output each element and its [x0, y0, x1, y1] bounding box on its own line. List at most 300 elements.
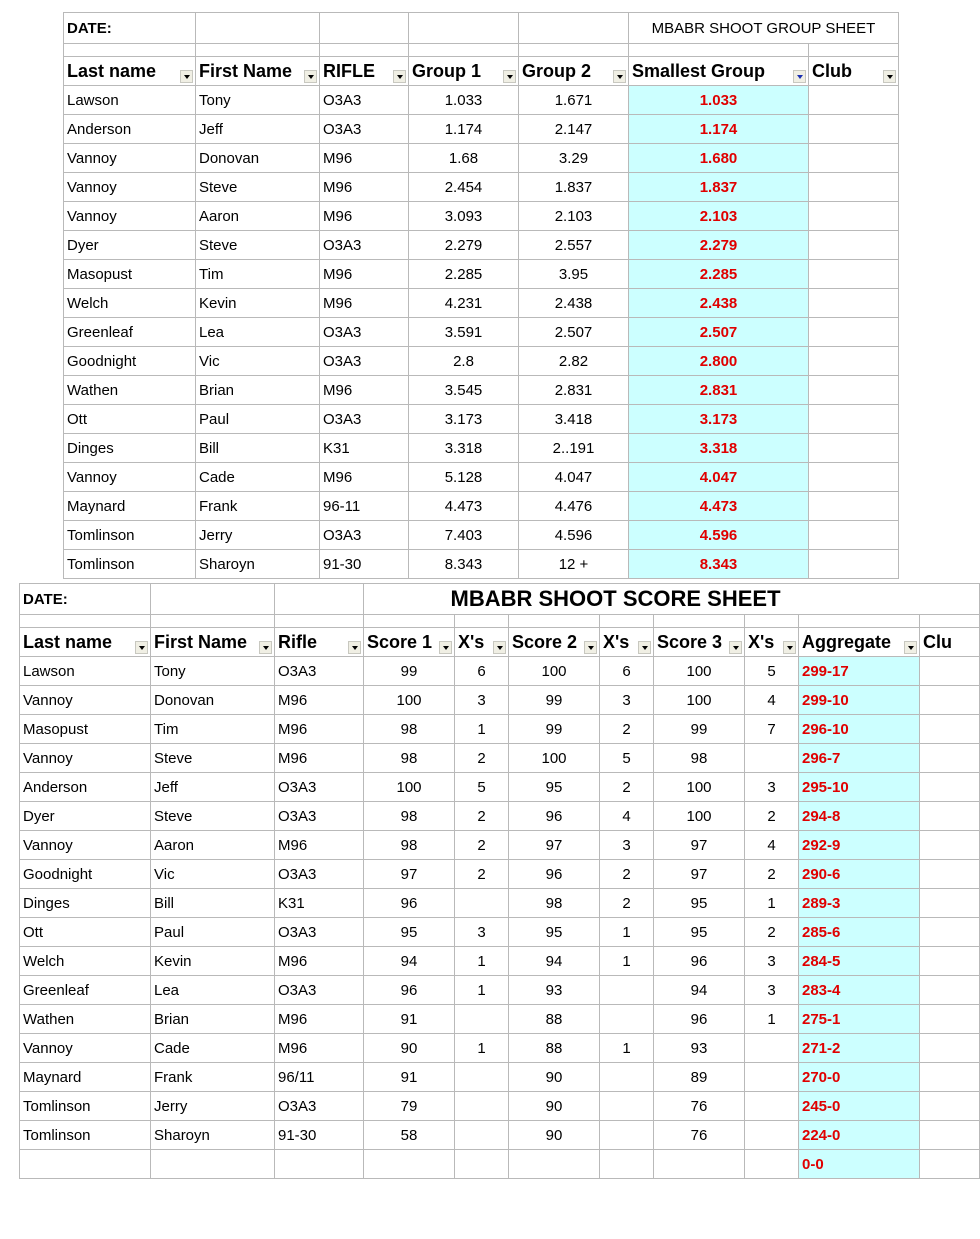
cell-xs-2[interactable]: 1 [600, 1034, 654, 1063]
cell-first-name[interactable]: Steve [151, 744, 275, 773]
cell-rifle[interactable]: O3A3 [275, 657, 364, 686]
cell-score-1[interactable]: 96 [364, 976, 455, 1005]
cell-xs-3[interactable]: 3 [745, 773, 799, 802]
cell-club[interactable] [809, 144, 899, 173]
cell-xs-1[interactable]: 3 [455, 686, 509, 715]
cell-xs-1[interactable] [455, 1005, 509, 1034]
cell-last-name[interactable]: Vannoy [20, 686, 151, 715]
cell-xs-2[interactable]: 2 [600, 860, 654, 889]
cell-score-1[interactable]: 100 [364, 773, 455, 802]
cell-xs-3[interactable]: 3 [745, 947, 799, 976]
cell-group-1[interactable]: 3.093 [409, 202, 519, 231]
cell-group-1[interactable]: 1.174 [409, 115, 519, 144]
cell-club[interactable] [809, 289, 899, 318]
cell-xs-2[interactable]: 3 [600, 831, 654, 860]
cell-score-3[interactable]: 100 [654, 773, 745, 802]
cell-last-name[interactable]: Goodnight [64, 347, 196, 376]
cell-xs-2[interactable]: 1 [600, 918, 654, 947]
filter-dropdown-icon[interactable] [613, 70, 626, 83]
group-header-group-1[interactable]: Group 1 [409, 57, 519, 86]
filter-dropdown-icon[interactable] [638, 641, 651, 654]
cell-xs-1[interactable]: 1 [455, 1034, 509, 1063]
cell-smallest-group[interactable]: 3.173 [629, 405, 809, 434]
cell-rifle[interactable]: M96 [320, 376, 409, 405]
cell-score-2[interactable]: 95 [509, 773, 600, 802]
score-header-xs-1[interactable]: X's [455, 628, 509, 657]
cell-club[interactable] [809, 347, 899, 376]
cell-club[interactable] [920, 1063, 980, 1092]
filter-dropdown-icon[interactable] [729, 641, 742, 654]
cell-xs-2[interactable]: 5 [600, 744, 654, 773]
cell-xs-3[interactable]: 1 [745, 889, 799, 918]
score-header-score-1[interactable]: Score 1 [364, 628, 455, 657]
cell-last-name[interactable]: Wathen [64, 376, 196, 405]
cell-first-name[interactable]: Tim [151, 715, 275, 744]
cell-group-2[interactable]: 3.95 [519, 260, 629, 289]
cell-score-2[interactable]: 94 [509, 947, 600, 976]
cell-score-3[interactable]: 76 [654, 1121, 745, 1150]
cell-rifle[interactable]: O3A3 [275, 860, 364, 889]
cell-first-name[interactable]: Jerry [196, 521, 320, 550]
filter-dropdown-icon[interactable] [135, 641, 148, 654]
cell-club[interactable] [809, 231, 899, 260]
cell-xs-2[interactable]: 4 [600, 802, 654, 831]
cell-xs-3[interactable] [745, 744, 799, 773]
cell-club[interactable] [920, 918, 980, 947]
sort-filter-active-icon[interactable] [793, 70, 806, 83]
cell-rifle[interactable]: M96 [275, 1034, 364, 1063]
cell-smallest-group[interactable]: 1.033 [629, 86, 809, 115]
cell-score-3[interactable]: 97 [654, 860, 745, 889]
cell-smallest-group[interactable]: 2.831 [629, 376, 809, 405]
cell-score-2[interactable]: 93 [509, 976, 600, 1005]
cell-first-name[interactable] [151, 1150, 275, 1179]
cell-score-2[interactable]: 99 [509, 715, 600, 744]
cell-aggregate[interactable]: 296-7 [799, 744, 920, 773]
group-header-club[interactable]: Club [809, 57, 899, 86]
cell-xs-1[interactable]: 2 [455, 831, 509, 860]
cell-club[interactable] [809, 550, 899, 579]
cell-xs-2[interactable]: 1 [600, 947, 654, 976]
cell-smallest-group[interactable]: 2.103 [629, 202, 809, 231]
cell-first-name[interactable]: Frank [151, 1063, 275, 1092]
group-date-label[interactable]: DATE: [64, 13, 196, 44]
group-date-cell[interactable] [196, 13, 320, 44]
cell-aggregate[interactable]: 299-10 [799, 686, 920, 715]
cell-score-3[interactable]: 98 [654, 744, 745, 773]
cell-group-1[interactable]: 8.343 [409, 550, 519, 579]
cell-xs-3[interactable] [745, 1063, 799, 1092]
cell-first-name[interactable]: Bill [151, 889, 275, 918]
cell-club[interactable] [809, 86, 899, 115]
cell-club[interactable] [920, 831, 980, 860]
cell-rifle[interactable]: M96 [275, 831, 364, 860]
cell-aggregate[interactable]: 284-5 [799, 947, 920, 976]
cell-xs-1[interactable]: 5 [455, 773, 509, 802]
cell-rifle[interactable]: O3A3 [275, 976, 364, 1005]
cell-aggregate[interactable]: 245-0 [799, 1092, 920, 1121]
cell-rifle[interactable]: O3A3 [320, 318, 409, 347]
cell-score-2[interactable]: 88 [509, 1005, 600, 1034]
cell-first-name[interactable]: Jerry [151, 1092, 275, 1121]
cell-first-name[interactable]: Tony [196, 86, 320, 115]
filter-dropdown-icon[interactable] [904, 641, 917, 654]
filter-dropdown-icon[interactable] [393, 70, 406, 83]
cell-xs-1[interactable]: 1 [455, 947, 509, 976]
cell-xs-3[interactable]: 7 [745, 715, 799, 744]
cell-smallest-group[interactable]: 2.438 [629, 289, 809, 318]
filter-dropdown-icon[interactable] [883, 70, 896, 83]
cell-smallest-group[interactable]: 3.318 [629, 434, 809, 463]
cell-aggregate[interactable]: 271-2 [799, 1034, 920, 1063]
cell-last-name[interactable] [20, 1150, 151, 1179]
cell-score-1[interactable]: 98 [364, 802, 455, 831]
cell-club[interactable] [920, 715, 980, 744]
score-header-rifle[interactable]: Rifle [275, 628, 364, 657]
cell-last-name[interactable]: Ott [64, 405, 196, 434]
cell-score-2[interactable]: 96 [509, 802, 600, 831]
cell-group-2[interactable]: 2.507 [519, 318, 629, 347]
cell-score-2[interactable]: 96 [509, 860, 600, 889]
cell-xs-1[interactable]: 1 [455, 976, 509, 1005]
cell-xs-3[interactable]: 4 [745, 686, 799, 715]
cell-group-2[interactable]: 1.671 [519, 86, 629, 115]
cell-first-name[interactable]: Jeff [196, 115, 320, 144]
cell-smallest-group[interactable]: 4.473 [629, 492, 809, 521]
cell-group-1[interactable]: 2.454 [409, 173, 519, 202]
cell-first-name[interactable]: Cade [196, 463, 320, 492]
cell-xs-2[interactable]: 2 [600, 889, 654, 918]
cell-group-1[interactable]: 3.318 [409, 434, 519, 463]
cell-smallest-group[interactable]: 4.047 [629, 463, 809, 492]
cell-xs-3[interactable] [745, 1121, 799, 1150]
cell-smallest-group[interactable]: 1.680 [629, 144, 809, 173]
cell-first-name[interactable]: Kevin [151, 947, 275, 976]
cell-score-1[interactable]: 98 [364, 744, 455, 773]
cell-last-name[interactable]: Ott [20, 918, 151, 947]
cell-club[interactable] [920, 1121, 980, 1150]
cell-group-2[interactable]: 2..191 [519, 434, 629, 463]
cell-group-2[interactable]: 1.837 [519, 173, 629, 202]
cell-club[interactable] [809, 260, 899, 289]
cell-aggregate[interactable]: 296-10 [799, 715, 920, 744]
cell-last-name[interactable]: Lawson [64, 86, 196, 115]
cell-last-name[interactable]: Vannoy [20, 744, 151, 773]
cell-score-1[interactable]: 94 [364, 947, 455, 976]
cell-aggregate[interactable]: 270-0 [799, 1063, 920, 1092]
score-header-club[interactable]: Clu [920, 628, 980, 657]
cell-first-name[interactable]: Steve [151, 802, 275, 831]
cell-rifle[interactable]: 96-11 [320, 492, 409, 521]
cell-aggregate[interactable]: 299-17 [799, 657, 920, 686]
cell-rifle[interactable]: 91-30 [320, 550, 409, 579]
cell-aggregate[interactable]: 295-10 [799, 773, 920, 802]
cell-first-name[interactable]: Vic [196, 347, 320, 376]
score-header-last-name[interactable]: Last name [20, 628, 151, 657]
cell-first-name[interactable]: Paul [151, 918, 275, 947]
cell-score-3[interactable] [654, 1150, 745, 1179]
cell-first-name[interactable]: Paul [196, 405, 320, 434]
cell-smallest-group[interactable]: 2.279 [629, 231, 809, 260]
score-header-xs-3[interactable]: X's [745, 628, 799, 657]
cell-last-name[interactable]: Wathen [20, 1005, 151, 1034]
cell-group-2[interactable]: 2.831 [519, 376, 629, 405]
cell-group-2[interactable]: 2.82 [519, 347, 629, 376]
group-header-smallest-group[interactable]: Smallest Group [629, 57, 809, 86]
cell-last-name[interactable]: Vannoy [20, 1034, 151, 1063]
cell-last-name[interactable]: Tomlinson [64, 550, 196, 579]
cell-last-name[interactable]: Dinges [20, 889, 151, 918]
cell-first-name[interactable]: Lea [151, 976, 275, 1005]
cell-smallest-group[interactable]: 2.800 [629, 347, 809, 376]
cell-last-name[interactable]: Welch [64, 289, 196, 318]
cell-xs-1[interactable]: 2 [455, 802, 509, 831]
group-header-last-name[interactable]: Last name [64, 57, 196, 86]
cell-rifle[interactable]: M96 [275, 686, 364, 715]
cell-group-1[interactable]: 1.033 [409, 86, 519, 115]
cell-score-1[interactable]: 98 [364, 715, 455, 744]
cell-rifle[interactable]: M96 [275, 744, 364, 773]
cell-score-1[interactable]: 79 [364, 1092, 455, 1121]
cell-aggregate[interactable]: 224-0 [799, 1121, 920, 1150]
cell-score-3[interactable]: 96 [654, 1005, 745, 1034]
score-sheet-title[interactable]: MBABR SHOOT SCORE SHEET [364, 584, 980, 615]
cell-aggregate[interactable]: 285-6 [799, 918, 920, 947]
cell-club[interactable] [809, 405, 899, 434]
cell-last-name[interactable]: Vannoy [20, 831, 151, 860]
cell-last-name[interactable]: Tomlinson [20, 1092, 151, 1121]
cell-last-name[interactable]: Dinges [64, 434, 196, 463]
cell-group-1[interactable]: 2.285 [409, 260, 519, 289]
cell-smallest-group[interactable]: 2.285 [629, 260, 809, 289]
score-header-first-name[interactable]: First Name [151, 628, 275, 657]
filter-dropdown-icon[interactable] [439, 641, 452, 654]
cell-first-name[interactable]: Bill [196, 434, 320, 463]
score-header-score-3[interactable]: Score 3 [654, 628, 745, 657]
cell-rifle[interactable]: M96 [275, 947, 364, 976]
cell-score-3[interactable]: 99 [654, 715, 745, 744]
cell-club[interactable] [809, 318, 899, 347]
cell-group-1[interactable]: 7.403 [409, 521, 519, 550]
cell-first-name[interactable]: Steve [196, 231, 320, 260]
cell-rifle[interactable] [275, 1150, 364, 1179]
cell-first-name[interactable]: Steve [196, 173, 320, 202]
cell-score-1[interactable]: 98 [364, 831, 455, 860]
cell-xs-2[interactable]: 3 [600, 686, 654, 715]
cell-last-name[interactable]: Lawson [20, 657, 151, 686]
cell-score-1[interactable]: 91 [364, 1005, 455, 1034]
cell-aggregate[interactable]: 289-3 [799, 889, 920, 918]
cell-aggregate[interactable]: 294-8 [799, 802, 920, 831]
cell-xs-3[interactable]: 5 [745, 657, 799, 686]
cell-first-name[interactable]: Tony [151, 657, 275, 686]
cell-group-2[interactable]: 2.438 [519, 289, 629, 318]
cell-score-2[interactable]: 97 [509, 831, 600, 860]
score-header-score-2[interactable]: Score 2 [509, 628, 600, 657]
cell-score-1[interactable]: 99 [364, 657, 455, 686]
cell-xs-2[interactable] [600, 1005, 654, 1034]
cell-rifle[interactable]: O3A3 [320, 115, 409, 144]
cell-xs-2[interactable] [600, 976, 654, 1005]
cell-xs-2[interactable] [600, 1121, 654, 1150]
cell-club[interactable] [920, 744, 980, 773]
cell-score-2[interactable]: 98 [509, 889, 600, 918]
cell-score-3[interactable]: 100 [654, 802, 745, 831]
cell-rifle[interactable]: M96 [320, 260, 409, 289]
cell-xs-2[interactable]: 2 [600, 773, 654, 802]
cell-club[interactable] [920, 686, 980, 715]
cell-score-2[interactable]: 99 [509, 686, 600, 715]
cell-score-2[interactable]: 90 [509, 1063, 600, 1092]
cell-xs-2[interactable]: 6 [600, 657, 654, 686]
cell-club[interactable] [920, 947, 980, 976]
cell-group-2[interactable]: 3.29 [519, 144, 629, 173]
cell-rifle[interactable]: O3A3 [320, 405, 409, 434]
cell-club[interactable] [920, 1092, 980, 1121]
cell-club[interactable] [809, 521, 899, 550]
cell-first-name[interactable]: Cade [151, 1034, 275, 1063]
cell-first-name[interactable]: Brian [151, 1005, 275, 1034]
cell-rifle[interactable]: O3A3 [275, 1092, 364, 1121]
cell-last-name[interactable]: Tomlinson [20, 1121, 151, 1150]
cell-xs-3[interactable]: 4 [745, 831, 799, 860]
cell-score-3[interactable]: 94 [654, 976, 745, 1005]
cell-group-1[interactable]: 3.591 [409, 318, 519, 347]
cell-rifle[interactable]: K31 [320, 434, 409, 463]
cell-smallest-group[interactable]: 1.837 [629, 173, 809, 202]
cell-aggregate[interactable]: 292-9 [799, 831, 920, 860]
cell-club[interactable] [920, 802, 980, 831]
cell-last-name[interactable]: Anderson [20, 773, 151, 802]
cell-group-2[interactable]: 4.596 [519, 521, 629, 550]
cell-first-name[interactable]: Aaron [196, 202, 320, 231]
cell-rifle[interactable]: M96 [320, 289, 409, 318]
cell-last-name[interactable]: Masopust [20, 715, 151, 744]
cell-smallest-group[interactable]: 2.507 [629, 318, 809, 347]
cell-rifle[interactable]: 96/11 [275, 1063, 364, 1092]
cell-score-3[interactable]: 100 [654, 686, 745, 715]
cell-score-2[interactable]: 90 [509, 1092, 600, 1121]
cell-xs-3[interactable]: 2 [745, 802, 799, 831]
cell-rifle[interactable]: O3A3 [320, 86, 409, 115]
filter-dropdown-icon[interactable] [503, 70, 516, 83]
cell-score-3[interactable]: 97 [654, 831, 745, 860]
cell-xs-2[interactable] [600, 1063, 654, 1092]
cell-group-2[interactable]: 3.418 [519, 405, 629, 434]
cell-first-name[interactable]: Donovan [196, 144, 320, 173]
cell-group-1[interactable]: 5.128 [409, 463, 519, 492]
cell-aggregate[interactable]: 275-1 [799, 1005, 920, 1034]
cell-last-name[interactable]: Maynard [64, 492, 196, 521]
cell-club[interactable] [920, 773, 980, 802]
cell-club[interactable] [809, 376, 899, 405]
cell-score-1[interactable]: 90 [364, 1034, 455, 1063]
cell-first-name[interactable]: Sharoyn [196, 550, 320, 579]
cell-rifle[interactable]: M96 [320, 144, 409, 173]
cell-rifle[interactable]: O3A3 [275, 802, 364, 831]
cell-score-2[interactable]: 100 [509, 744, 600, 773]
cell-group-1[interactable]: 4.231 [409, 289, 519, 318]
cell-xs-1[interactable] [455, 1150, 509, 1179]
cell-rifle[interactable]: 91-30 [275, 1121, 364, 1150]
cell-score-3[interactable]: 95 [654, 889, 745, 918]
group-sheet-title[interactable]: MBABR SHOOT GROUP SHEET [629, 13, 899, 44]
group-header-group-2[interactable]: Group 2 [519, 57, 629, 86]
cell-xs-2[interactable]: 2 [600, 715, 654, 744]
cell-first-name[interactable]: Brian [196, 376, 320, 405]
cell-last-name[interactable]: Dyer [64, 231, 196, 260]
cell-score-1[interactable]: 96 [364, 889, 455, 918]
cell-last-name[interactable]: Goodnight [20, 860, 151, 889]
cell-last-name[interactable]: Greenleaf [64, 318, 196, 347]
cell-first-name[interactable]: Frank [196, 492, 320, 521]
cell-first-name[interactable]: Jeff [151, 773, 275, 802]
cell-xs-1[interactable]: 3 [455, 918, 509, 947]
cell-club[interactable] [809, 434, 899, 463]
cell-score-3[interactable]: 96 [654, 947, 745, 976]
cell-club[interactable] [920, 976, 980, 1005]
cell-rifle[interactable]: M96 [275, 715, 364, 744]
cell-xs-1[interactable] [455, 889, 509, 918]
cell-xs-1[interactable]: 2 [455, 860, 509, 889]
cell-xs-1[interactable]: 6 [455, 657, 509, 686]
cell-xs-1[interactable]: 1 [455, 715, 509, 744]
cell-smallest-group[interactable]: 4.596 [629, 521, 809, 550]
cell-club[interactable] [920, 657, 980, 686]
cell-last-name[interactable]: Vannoy [64, 202, 196, 231]
cell-score-3[interactable]: 76 [654, 1092, 745, 1121]
cell-score-3[interactable]: 100 [654, 657, 745, 686]
cell-first-name[interactable]: Donovan [151, 686, 275, 715]
filter-dropdown-icon[interactable] [259, 641, 272, 654]
filter-dropdown-icon[interactable] [180, 70, 193, 83]
cell-xs-3[interactable]: 3 [745, 976, 799, 1005]
cell-last-name[interactable]: Vannoy [64, 463, 196, 492]
cell-xs-3[interactable]: 2 [745, 918, 799, 947]
cell-last-name[interactable]: Masopust [64, 260, 196, 289]
cell-group-1[interactable]: 2.279 [409, 231, 519, 260]
cell-xs-3[interactable] [745, 1092, 799, 1121]
cell-group-2[interactable]: 4.047 [519, 463, 629, 492]
cell-xs-2[interactable] [600, 1092, 654, 1121]
cell-rifle[interactable]: O3A3 [320, 347, 409, 376]
cell-first-name[interactable]: Kevin [196, 289, 320, 318]
cell-xs-2[interactable] [600, 1150, 654, 1179]
filter-dropdown-icon[interactable] [348, 641, 361, 654]
cell-group-1[interactable]: 2.8 [409, 347, 519, 376]
cell-xs-1[interactable] [455, 1121, 509, 1150]
cell-xs-3[interactable]: 2 [745, 860, 799, 889]
cell-first-name[interactable]: Sharoyn [151, 1121, 275, 1150]
cell-aggregate[interactable]: 283-4 [799, 976, 920, 1005]
cell-first-name[interactable]: Tim [196, 260, 320, 289]
cell-last-name[interactable]: Tomlinson [64, 521, 196, 550]
cell-first-name[interactable]: Vic [151, 860, 275, 889]
cell-first-name[interactable]: Aaron [151, 831, 275, 860]
cell-last-name[interactable]: Vannoy [64, 173, 196, 202]
score-header-aggregate[interactable]: Aggregate [799, 628, 920, 657]
cell-aggregate[interactable]: 0-0 [799, 1150, 920, 1179]
cell-group-1[interactable]: 3.545 [409, 376, 519, 405]
cell-rifle[interactable]: O3A3 [275, 773, 364, 802]
cell-score-1[interactable] [364, 1150, 455, 1179]
cell-xs-3[interactable]: 1 [745, 1005, 799, 1034]
cell-club[interactable] [920, 889, 980, 918]
cell-club[interactable] [809, 463, 899, 492]
cell-score-2[interactable] [509, 1150, 600, 1179]
cell-rifle[interactable]: O3A3 [320, 231, 409, 260]
cell-score-2[interactable]: 88 [509, 1034, 600, 1063]
